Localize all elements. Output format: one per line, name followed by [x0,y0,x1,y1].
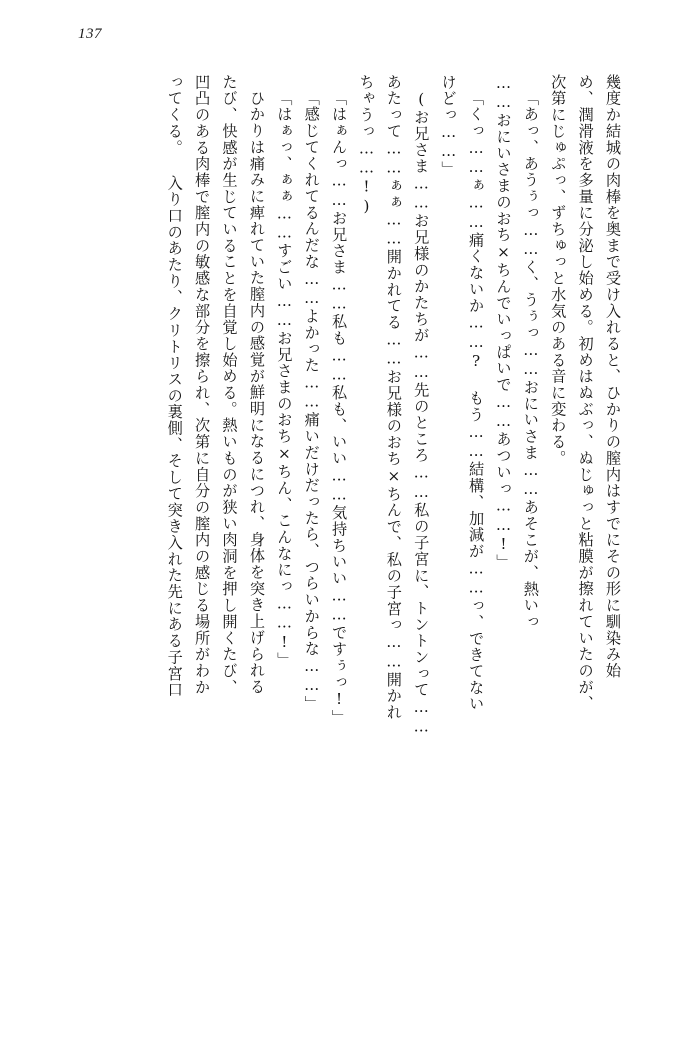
text-line: ひかりは痛みに痺れていた膣内の感覚が鮮明になるにつれ、身体を突き上げられる [247,90,266,695]
text-line: たび、快感が生じていることを自覚し始める。熱いものが狭い肉洞を押し開くたび、 [220,74,239,696]
text-line: 次第にじゅぷっ、ずちゅっと水気のある音に変わる。 [549,74,568,467]
text-line: けどっ……」 [439,74,458,178]
text-line: 「はぁっ、ぁぁ……すごい……お兄さまのおち×ちん、こんなにっ……!」 [275,90,294,669]
text-line: め、潤滑液を多量に分泌し始める。初めはぬぶっ、ぬじゅっと粘膜が擦れていたのが、 [576,74,595,712]
text-line: ってくる。 入り口のあたり、クリトリスの裏側、そして突き入れた先にある子宮口 [165,74,184,699]
page-number: 137 [78,26,102,42]
text-line: 幾度か結城の肉棒を奥まで受け入れると、ひかりの膣内はすでにその形に馴染み始 [604,74,622,679]
vertical-text-body [44,74,620,1016]
text-line: 「はぁんっ……お兄さま……私も……私も、いい……気持ちいい……ですぅっ!」 [330,90,349,726]
text-line: 「あっ、あうぅっ……く、うぅっ……おにいさま……あそこが、熱いっ [521,90,540,630]
text-line: 凹凸のある肉棒で膣内の敏感な部分を擦られ、次第に自分の膣内の感じる場所がわか [193,74,212,696]
text-line: 「くっ……ぁ……痛くないか……? もう……結構、加減が……っ、できてない [467,90,486,713]
text-line: 「感じてくれてるんだな……よかった……痛いだけだったら、つらいからな……」 [302,90,321,712]
text-line: (お兄さま……お兄様のかたちが……先のところ……私の子宮に、トントンって…… [412,90,431,737]
text-line: ……おにいさまのおち×ちんでいっぱいで……あついっ……!」 [494,74,513,571]
text-line: ちゃうっ……!) [357,74,376,216]
text-line: あたって……ぁぁ……開かれてる……お兄様のおち×ちんで、私の子宮っ……開かれ [384,74,403,721]
